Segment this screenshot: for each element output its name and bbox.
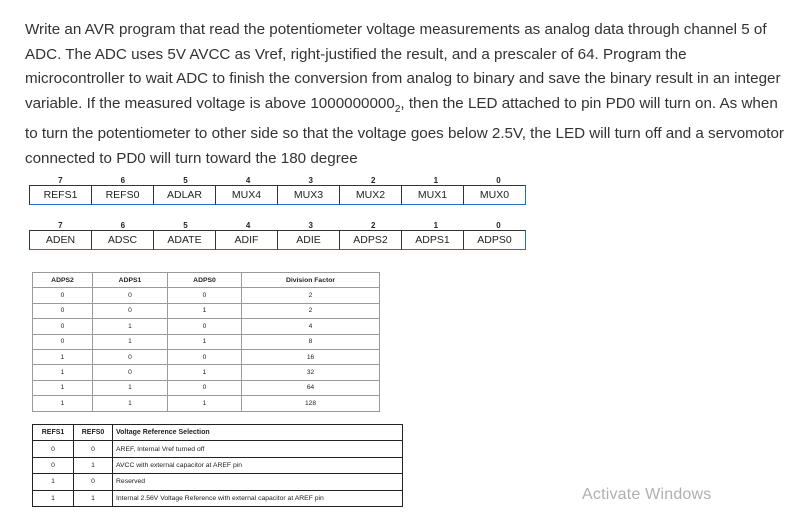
table-cell: 1	[33, 490, 74, 506]
column-header: Voltage Reference Selection	[113, 425, 403, 441]
activate-windows-watermark: Activate Windows	[582, 486, 712, 503]
table-cell: 0	[93, 365, 168, 380]
table-cell: 32	[242, 365, 380, 380]
table-cell: 1	[168, 396, 242, 411]
admux-bit-cell: REFS0	[91, 185, 154, 205]
admux-bit-cell: MUX0	[463, 185, 526, 205]
table-cell: 1	[168, 365, 242, 380]
column-header: REFS1	[33, 425, 74, 441]
column-header: ADPS0	[168, 273, 242, 288]
table-cell: 2	[242, 303, 380, 318]
table-cell: 1	[168, 334, 242, 349]
table-cell: 1	[33, 365, 93, 380]
table-cell: 0	[93, 288, 168, 303]
bit-number: 7	[58, 176, 63, 185]
adcsra-bit-cell: ADPS1	[401, 230, 464, 250]
table-cell: 0	[33, 441, 74, 457]
adcsra-bit-numbers	[29, 221, 530, 230]
table-cell: 2	[242, 288, 380, 303]
vref-table	[32, 424, 403, 507]
adcsra-bit-cell: ADIF	[215, 230, 278, 250]
table-cell: 1	[74, 457, 113, 473]
table-cell: 128	[242, 396, 380, 411]
bit-number: 5	[183, 221, 188, 230]
table-row	[33, 288, 380, 303]
admux-bit-cell: MUX3	[277, 185, 340, 205]
table-row	[33, 365, 380, 380]
table-cell: 0	[74, 441, 113, 457]
table-cell: 0	[33, 303, 93, 318]
bit-number: 7	[58, 221, 63, 230]
adcsra-bit-cell: ADSC	[91, 230, 154, 250]
table-cell: 8	[242, 334, 380, 349]
question-text	[25, 18, 790, 172]
bit-number: 2	[371, 176, 376, 185]
table-row	[33, 334, 380, 349]
table-row	[33, 490, 403, 506]
table-cell: 0	[168, 319, 242, 334]
table-cell: 4	[242, 319, 380, 334]
table-cell: 0	[93, 349, 168, 364]
adcsra-bit-cell: ADATE	[153, 230, 216, 250]
table-cell: 0	[33, 319, 93, 334]
binary-subscript: 2	[394, 103, 401, 115]
admux-bit-cell: MUX2	[339, 185, 402, 205]
table-cell: 1	[33, 474, 74, 490]
table-row	[33, 441, 403, 457]
table-cell: 1	[93, 319, 168, 334]
bit-number: 2	[371, 221, 376, 230]
table-cell: 1	[74, 490, 113, 506]
admux-register	[29, 176, 530, 205]
table-cell: 0	[168, 380, 242, 395]
table-cell: AREF, Internal Vref turned off	[113, 441, 403, 457]
table-row	[33, 474, 403, 490]
bit-number: 3	[308, 221, 313, 230]
table-cell: AVCC with external capacitor at AREF pin	[113, 457, 403, 473]
admux-bit-cell: ADLAR	[153, 185, 216, 205]
table-cell: 16	[242, 349, 380, 364]
bit-number: 1	[433, 176, 439, 185]
table-cell: 0	[33, 334, 93, 349]
bit-number: 5	[183, 176, 188, 185]
admux-bit-cell: MUX1	[401, 185, 464, 205]
column-header: REFS0	[74, 425, 113, 441]
table-row	[33, 396, 380, 411]
table-cell: 0	[74, 474, 113, 490]
adcsra-bit-cell: ADIE	[277, 230, 340, 250]
column-header: Division Factor	[242, 273, 380, 288]
adcsra-bit-cell: ADPS2	[339, 230, 402, 250]
adcsra-bit-cells	[29, 230, 530, 250]
table-cell: Internal 2.56V Voltage Reference with external capacitor at AREF pin	[113, 490, 403, 506]
prescaler-table	[32, 272, 380, 412]
question-part2: , then the LED attached to pin PD0 will turn on. As when to turn the potentiometer to other side so that the voltage goes below 2.5V, the LED will turn off and a servomotor connected to PD0 will turn toward the 180 degree	[25, 94, 784, 167]
column-header: ADPS2	[33, 273, 93, 288]
table-cell: 0	[93, 303, 168, 318]
table-header-row	[33, 425, 403, 441]
table-cell: 1	[33, 396, 93, 411]
admux-bit-cells	[29, 185, 530, 205]
column-header: ADPS1	[93, 273, 168, 288]
table-cell: 1	[93, 380, 168, 395]
adcsra-bit-cell: ADPS0	[463, 230, 526, 250]
adcsra-bit-cell: ADEN	[29, 230, 92, 250]
table-cell: 0	[33, 457, 74, 473]
table-row	[33, 303, 380, 318]
table-cell: 0	[168, 288, 242, 303]
table-cell: 64	[242, 380, 380, 395]
admux-bit-numbers	[29, 176, 530, 185]
table-cell: Reserved	[113, 474, 403, 490]
bit-number: 6	[120, 221, 126, 230]
table-row	[33, 349, 380, 364]
bit-number: 6	[120, 176, 126, 185]
table-cell: 1	[33, 349, 93, 364]
table-row	[33, 380, 380, 395]
bit-number: 1	[433, 221, 439, 230]
table-cell: 1	[93, 334, 168, 349]
bit-number: 4	[245, 176, 251, 185]
bit-number: 0	[496, 221, 501, 230]
adcsra-register	[29, 221, 530, 250]
bit-number: 3	[308, 176, 313, 185]
admux-bit-cell: REFS1	[29, 185, 92, 205]
table-cell: 1	[168, 303, 242, 318]
table-row	[33, 457, 403, 473]
question-part1: Write an AVR program that read the potentiometer voltage measurements as analog data through channel 5 of ADC. The ADC uses 5V AVCC as Vref, right-justified the result, and a prescaler of 64. Program the microcontroller to wait ADC to finish the conversion from analog to binary and save the binary result in an integer variable. If the measured voltage is above 1000000000	[25, 21, 781, 112]
table-header-row	[33, 273, 380, 288]
table-cell: 1	[93, 396, 168, 411]
table-cell: 0	[33, 288, 93, 303]
admux-bit-cell: MUX4	[215, 185, 278, 205]
table-row	[33, 319, 380, 334]
bit-number: 0	[496, 176, 501, 185]
table-cell: 0	[168, 349, 242, 364]
bit-number: 4	[245, 221, 251, 230]
table-cell: 1	[33, 380, 93, 395]
